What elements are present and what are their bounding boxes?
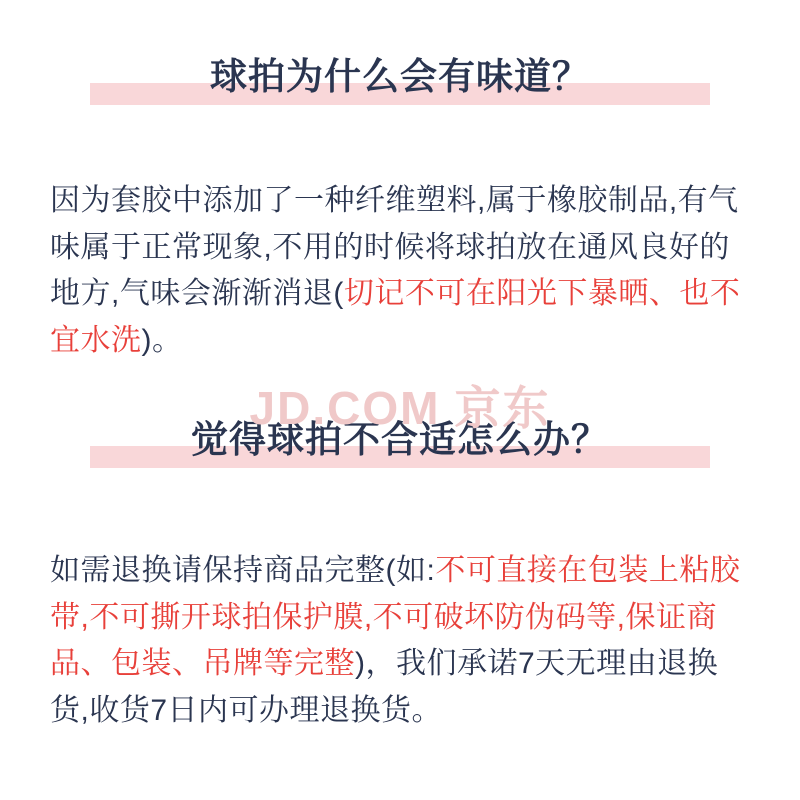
section-heading-text: 觉得球拍不合适怎么办？	[191, 419, 609, 460]
section-paragraph-smell	[50, 178, 750, 364]
watermark-chinese: 京东	[454, 382, 551, 434]
paragraph-part-plain: 因为套胶中添加了一种纤维塑料,属于橡胶制品,有气味属于正常现象,不用的时候将球拍放在通风良好的地方,气味会渐渐消退(	[50, 184, 739, 310]
section-heading-smell	[0, 55, 800, 99]
section-paragraph-return	[50, 548, 750, 734]
watermark-latin: JD.COM	[249, 382, 441, 434]
paragraph-part-highlight: 切记不可在阳光下暴晒、也不宜水洗	[50, 277, 741, 357]
paragraph-part-highlight: 不可直接在包装上粘胶带,不可撕开球拍保护膜,不可破坏防伪码等,保证商品、包装、吊牌等完整	[50, 554, 741, 680]
paragraph-part-plain-tail: )。	[141, 323, 183, 357]
paragraph-part-plain-tail: )，我们承诺7天无理由退换货,收货7日内可办理退换货。	[50, 647, 719, 727]
section-heading-text: 球拍为什么会有味道？	[210, 56, 590, 97]
section-heading-return	[0, 418, 800, 462]
paragraph-part-plain: 如需退换请保持商品完整(如:	[50, 554, 436, 587]
